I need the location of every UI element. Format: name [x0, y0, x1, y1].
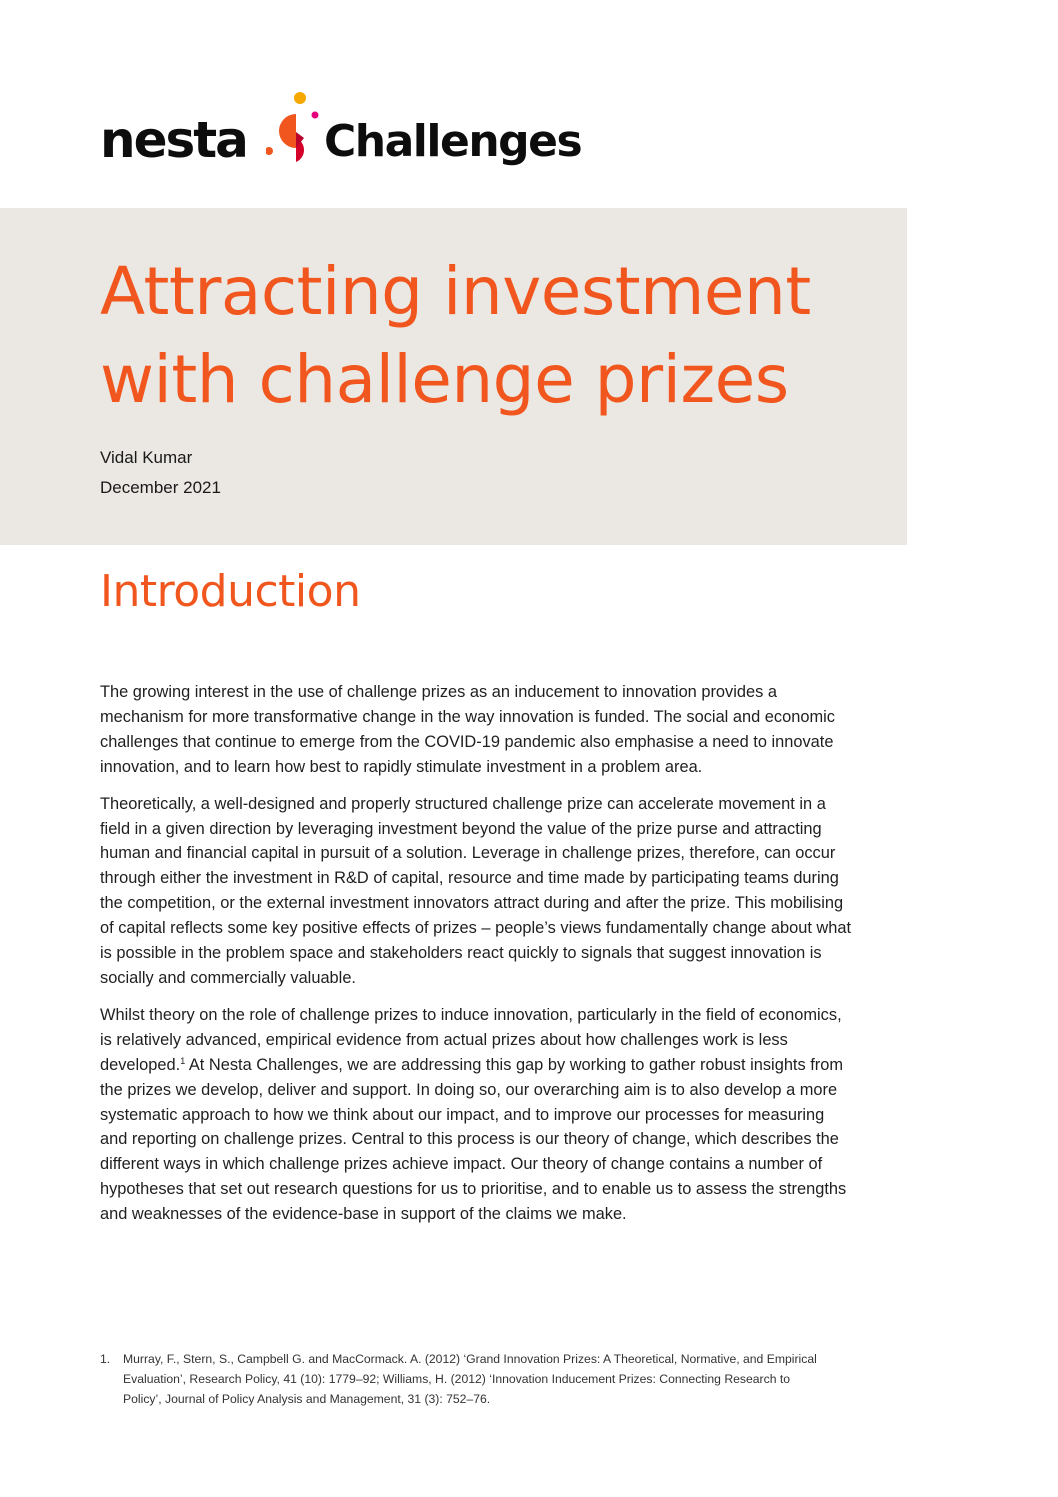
author-name: Vidal Kumar [100, 448, 193, 467]
footnote-reference[interactable]: 1 [180, 1055, 186, 1066]
logo-wordmark: nesta [100, 111, 247, 169]
document-title: Attracting investment with challenge prizes [100, 253, 811, 418]
nesta-challenges-logo [100, 84, 620, 174]
footnote-item [100, 1349, 830, 1409]
paragraph-text: Whilst theory on the role of challenge prizes to induce innovation, particularly in the field of economics, is relatively advanced, empirical evidence from actual prizes about how challenges work is less developed. [100, 1005, 842, 1074]
footnote-text: Murray, F., Stern, S., Campbell G. and MacCormack. A. (2012) ‘Grand Innovation Prizes: A Theoretical, Normative, and Empirical Evaluation’, Research Policy, 41 (10): 1779–92; Williams, H. (2012) ‘Innovation Inducement Prizes: Connecting Research to Policy’, Journal of Policy Analysis and Management, 31 (3): 752–76. [123, 1352, 817, 1406]
paragraph: Theoretically, a well-designed and properly structured challenge prize can accelerate movement in a field in a given direction by leveraging investment beyond the value of the prize purse and attracting human and financial capital in pursuit of a solution. Leverage in challenge prizes, therefore, can occur through either the investment in R&D of capital, resource and time made by participating teams during the competition, or the external investment innovators attract during and after the prize. This mobilising of capital reflects some key positive effects of prizes – people’s views fundamentally change about what is possible in the problem space and stakeholders react quickly to signals that suggest innovation is socially and commercially valuable. [100, 794, 852, 987]
paragraph: The growing interest in the use of challenge prizes as an inducement to innovation provides a mechanism for more transformative change in the way innovation is funded. The social and economic challenges that continue to emerge from the COVID-19 pandemic also emphasise a need to innovate innovation, and to learn how best to rapidly stimulate investment in a problem area. [100, 683, 835, 776]
section-heading: Introduction [100, 566, 361, 617]
footnote-number: 1. [100, 1352, 111, 1366]
paragraph [100, 1003, 856, 1227]
paragraph-text: At Nesta Challenges, we are addressing this gap by working to gather robust insights from the prizes we develop, deliver and support. In doing so, our overarching aim is to also develop a more systematic approach to how we think about our impact, and to improve our processes for measuring and reporting on challenge prizes. Central to this process is our theory of change, which describes the different ways in which challenge prizes achieve impact. Our theory of change contains a number of hypotheses that set out research questions for us to prioritise, and to enable us to assess the strengths and weaknesses of the evidence-base in support of the claims we make. [100, 1055, 847, 1224]
logo-product-name: Challenges [324, 116, 582, 167]
nesta-challenges-logo-mark-icon [266, 90, 330, 166]
footnotes [100, 1349, 830, 1409]
publication-date: December 2021 [100, 478, 221, 497]
body-text [100, 680, 856, 1239]
